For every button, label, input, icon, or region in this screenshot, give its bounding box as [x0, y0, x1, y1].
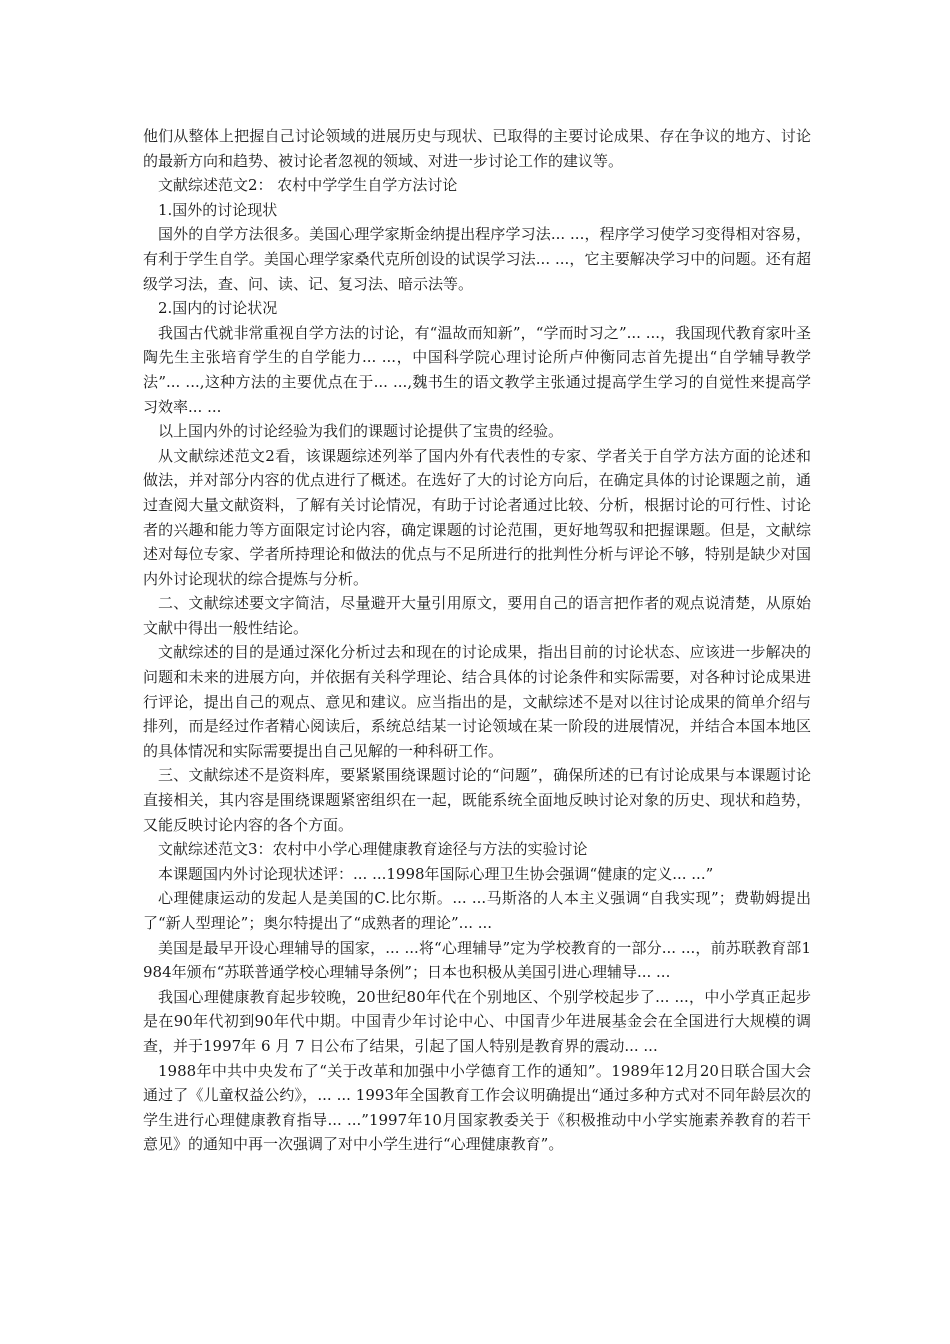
paragraph-example-2-analysis: 从文献综述范文2看，该课题综述列举了国内外有代表性的专家、学者关于自学方法方面的论述和做法，并对部分内容的优点进行了概述。在选好了大的讨论方向后，在确定具体的讨论课题之前，通过查阅大量文献资料，了解有关讨论情况，有助于讨论者通过比较、分析，根据讨论的可行性、讨论者的兴趣和能力等方面限定讨论内容，确定课题的讨论范围，更好地驾驭和把握课题。但是，文献综述对每位专家、学者所持理论和做法的优点与不足所进行的批判性分析与评论不够，特别是缺少对国内外讨论现状的综合提炼与分析。	[143, 446, 811, 588]
paragraph-us-counseling: 美国是最早开设心理辅导的国家，... ...将“心理辅导”定为学校教育的一部分... ...，前苏联教育部1984年颁布“苏联普通学校心理辅导条例”；日本也积极从美国引进心理辅导... ...	[143, 938, 811, 982]
document-page	[143, 124, 811, 1157]
section-heading-domestic-status: 2.国内的讨论状况	[158, 299, 278, 318]
paragraph-review-purpose: 文献综述的目的是通过深化分析过去和现在的讨论成果，指出目前的讨论状态、应该进一步解决的问题和未来的进展方向，并依据有关科学理论、结合具体的讨论条件和实际需要，对各种讨论成果进行评论，提出自己的观点、意见和建议。应当指出的是，文献综述不是对以往讨论成果的简单介绍与排列，而是经过作者精心阅读后，系统总结某一讨论领域在某一阶段的进展情况，并结合本国本地区的具体情况和实际需要提出自己见解的一种科研工作。	[143, 643, 811, 760]
paragraph-point-three: 三、文献综述不是资料库，要紧紧围绕课题讨论的“问题”，确保所述的已有讨论成果与本课题讨论直接相关，其内容是围绕课题紧密组织在一起，既能系统全面地反映讨论对象的历史、现状和趋势，又能反映讨论内容的各个方面。	[143, 766, 811, 834]
paragraph-mental-health-movement: 心理健康运动的发起人是美国的C.比尔斯。... ...马斯洛的人本主义强调“自我实现”；费勒姆提出了“新人型理论”；奥尔特提出了“成熟者的理论”... ...	[143, 889, 811, 932]
paragraph-domestic-methods: 我国古代就非常重视自学方法的讨论，有“温故而知新”，“学而时习之”... ...，我国现代教育家叶圣陶先生主张培育学生的自学能力... ...，中国科学院心理讨论所卢仲衡同志首先提出“自学辅导教学法”... ...,这种方法的主要优点在于... ...,魏书生的语文教学主张通过提高学生学习的自觉性来提高学习效率... ...	[143, 323, 811, 416]
example-3-heading: 文献综述范文3：农村中小学心理健康教育途径与方法的实验讨论	[158, 840, 588, 859]
example-2-heading: 文献综述范文2： 农村中学学生自学方法讨论	[158, 176, 458, 195]
paragraph-status-review-intro: 本课题国内外讨论现状述评：... ...1998年国际心理卫生协会强调“健康的定义... ...”	[158, 864, 714, 883]
paragraph-china-start: 我国心理健康教育起步较晚，20世纪80年代在个别地区、个别学校起步了... ...，中小学真正起步是在90年代初到90年代中期。中国青少年讨论中心、中国青少年进展基金会在全国进行大规模的调查，并于1997年 6 月 7 日公布了结果，引起了国人特别是教育界的震动... ...	[143, 987, 811, 1055]
paragraph-foreign-methods: 国外的自学方法很多。美国心理学家斯金纳提出程序学习法... ...，程序学习使学习变得相对容易，有利于学生自学。美国心理学家桑代克所创设的试误学习法... ...，它主要解决学习中的问题。还有超级学习法，查、问、读、记、复习法、暗示法等。	[143, 225, 811, 293]
paragraph-experience-summary: 以上国内外的讨论经验为我们的课题讨论提供了宝贵的经验。	[158, 422, 564, 441]
section-heading-foreign-status: 1.国外的讨论现状	[158, 200, 278, 219]
paragraph-intro-continuation: 他们从整体上把握自己讨论领域的进展历史与现状、已取得的主要讨论成果、存在争议的地方、讨论的最新方向和趋势、被讨论者忽视的领域、对进一步讨论工作的建议等。	[143, 127, 811, 170]
paragraph-policy-history: 1988年中共中央发布了“关于改革和加强中小学德育工作的通知”。1989年12月20日联合国大会通过了《儿童权益公约》，... ... 1993年全国教育工作会议明确提出“通过多种方式对不同年龄层次的学生进行心理健康教育指导... ...”1997年10月国家教委关于《积极推动中小学实施素养教育的若干意见》的通知中再一次强调了对中小学生进行“心理健康教育”。	[143, 1061, 811, 1154]
paragraph-point-two: 二、文献综述要文字简洁，尽量避开大量引用原文，要用自己的语言把作者的观点说清楚，从原始文献中得出一般性结论。	[143, 594, 811, 637]
